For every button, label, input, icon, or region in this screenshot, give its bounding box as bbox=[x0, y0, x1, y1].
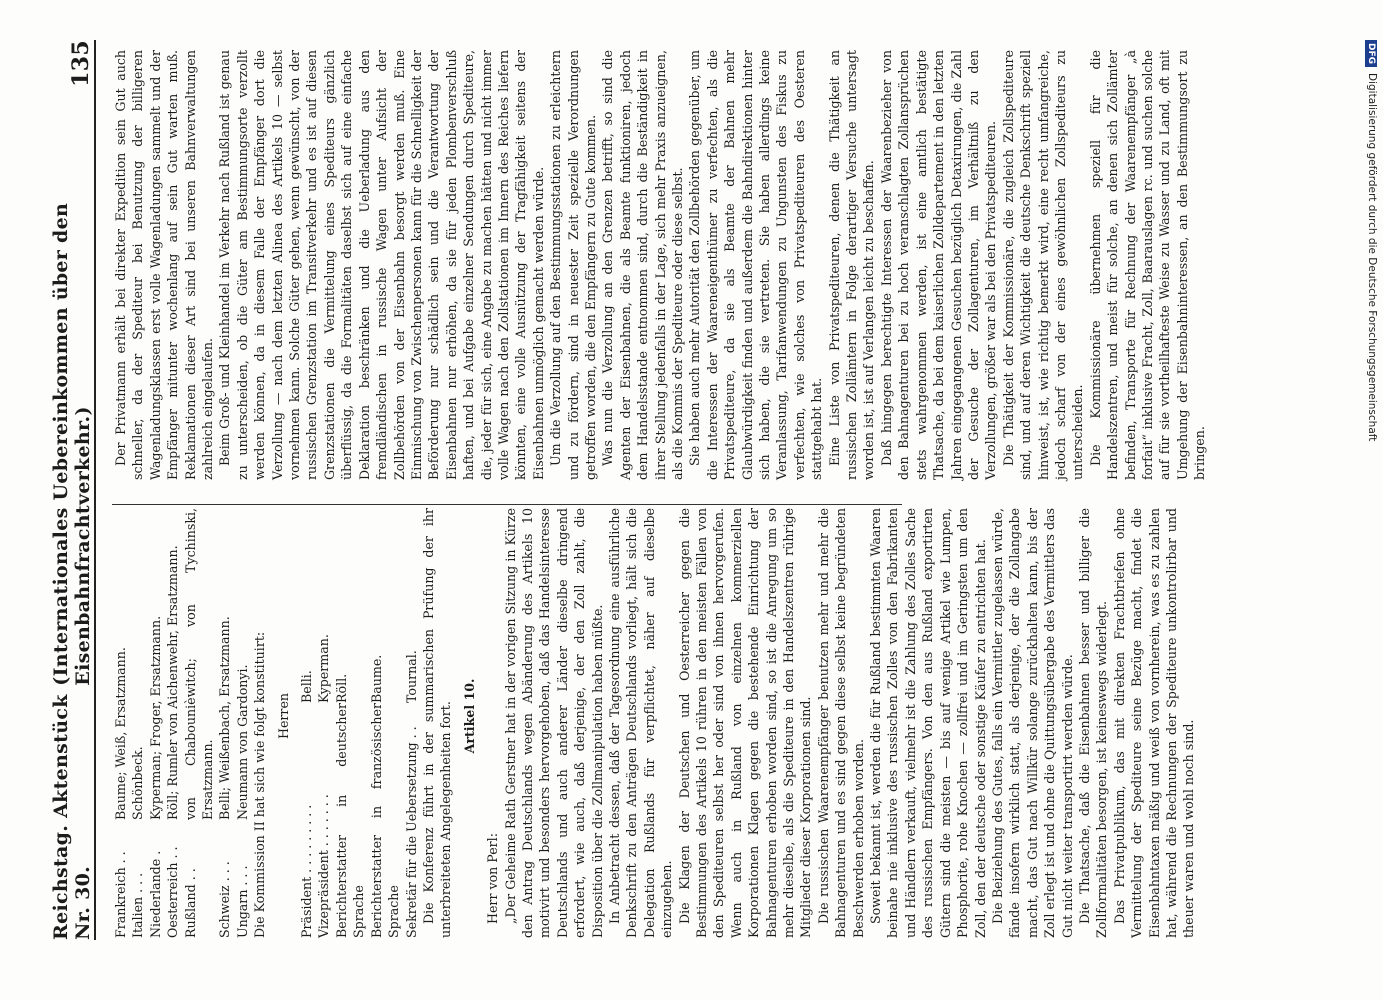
delegate-row bbox=[182, 508, 217, 938]
officer-row bbox=[333, 508, 368, 938]
paragraph: Um die Verzollung auf den Bestimmungsstationen zu erleichtern und zu fördern, sind in neuester Zeit spezielle Verordnungen getroffen worden, die den Empfängern zu Gute kommen. bbox=[548, 50, 598, 480]
officer-role: Präsident . . . . . . . . . bbox=[299, 804, 315, 938]
column-divider bbox=[112, 504, 902, 505]
delegate-names: Schönbeck. bbox=[130, 746, 146, 820]
officer-row bbox=[298, 508, 315, 938]
delegate-country: Rußland . . bbox=[182, 868, 198, 938]
paragraph: Die Konferenz führt in der summarischen Prüfung der ihr unterbreiteten Angelegenheiten fort. bbox=[420, 508, 454, 938]
paragraph: Sie haben auch mehr Autorität den Zollbehörden gegenüber, um die Interessen der Waareneigenthümer zu verfechten, als die Privatspediteure, da sie als Beamte der Bahnen mehr Glaubwürdigkeit finden und außerdem die Bahndirektionen hinter sich haben, die sie vertreten. Sie haben allerdings keine Veranlassung, Tarifanwendungen zu Ungunsten des Fiskus zu verfechten, wie solches von Privatspediteuren des Oesteren stattgehabt hat. bbox=[687, 50, 825, 480]
officer-name: Kyperman. bbox=[316, 634, 332, 703]
delegate-row bbox=[129, 508, 146, 938]
delegate-names: Baume; Weiß, Ersatzmann. bbox=[113, 647, 128, 820]
article-heading: Artikel 10. bbox=[461, 678, 477, 754]
paragraph: Soweit bekannt ist, werden die für Rußland bestimmten Waaren beinahe nie inklusive des russischen Zolles von den Fabrikanten und Händlern verkauft, vielmehr ist die Zahlung des Zolles Sache des russischen Empfängers. Von den aus Rußland exportirten Gütern sind die meisten — bis auf wenige Artikel wie Lumpen, Phosphorite, rohe Knochen — zollfrei und im Geringsten um den Zoll, den der deutsche oder sonstige Käufer zu entrichten hat. bbox=[868, 508, 988, 938]
paragraph: Das Privatpublikum, das mit direkten Frachtbriefen ohne Vermittelung der Spediteure seine Bezüge macht, findet die Eisenbahntaxen mäßig und weiß von vornherein, was es zu zahlen hat, während die Rechnungen der Spediteure unkontrolirbar und theuer waren und wohl noch sind. bbox=[1111, 508, 1197, 938]
officer-name: Tournal. bbox=[403, 650, 419, 703]
delegate-country: Niederlande . bbox=[147, 850, 163, 938]
paragraph: Die Kommissionäre übernehmen speziell für die Handelszentren, und meist für solche, an denen sich Zollämter befinden, Transporte für Rechnung der Waarenempfänger „à forfait“ inklusive Fracht, Zoll, Baarauslagen rc. und suchen solche auf für sie vortheilhafteste Weise zu Wasser und zu Land, oft mit Umgehung der Eisenbahninteressen, an den Bestimmungsort zu bringen. bbox=[1087, 50, 1208, 480]
left-column bbox=[112, 508, 1198, 938]
paragraph: Daß hingegen berechtigte Interessen der Waarenbezieher von den Bahnagenturen bei zu hoch veranschlagten Zollansprüchen stets wahrgenommen werden, ist eine amtlich bestätigte Thatsache, da bei dem kaiserlichen Zolldepartement in den letzten Jahren eingegangenen Gesuchen bezüglich Detaxirungen, die Zahl der Gesuche der Zollagenturen, im Verhältniß zu den Verzollungen, größer war als bei den Privatspediteuren. bbox=[878, 50, 999, 480]
paragraph: Eine Liste von Privatspediteuren, denen die Thätigkeit an russischen Zollämtern in Folge derartiger Versuche untersagt worden ist, ist auf Verlangen leicht zu beschaffen. bbox=[826, 50, 877, 480]
delegate-names: von Chabounièwitch; von Tychinski, Ersatzmann. bbox=[182, 508, 216, 820]
speaker: Herr von Perl: bbox=[485, 833, 501, 924]
delegate-country: Ungarn . . . bbox=[234, 865, 250, 938]
right-column bbox=[112, 50, 1209, 480]
paragraph: Die Beiziehung des Gutes, falls ein Vermittler zugelassen würde, fände insofern wirklich statt, als derjenige, der die Zollangabe macht, das Gut nach Willkür solange zurückhalten kann, bis der Zoll erlegt ist und ohne die Quittungsübergabe des Vermittlers das Gut nicht weiter transportirt werden würde. bbox=[989, 508, 1075, 938]
margin-credit bbox=[1366, 40, 1378, 1000]
officer-name: Röll. bbox=[333, 673, 349, 703]
officer-row bbox=[315, 508, 332, 938]
officer-row bbox=[368, 508, 403, 938]
delegate-names: Kyperman; Froger, Ersatzmann. bbox=[147, 615, 163, 820]
paragraph: Die Thatsache, daß die Eisenbahnen besser und billiger die Zollformalitäten besorgen, ist keineswegs widerlegt. bbox=[1076, 508, 1110, 938]
paragraph: Beim Groß- und Kleinhandel im Verkehr nach Rußland ist genau zu unterscheiden, ob die Güter am Bestimmungsorte verzollt werden können, da in diesem Falle der Empfänger dort die Verzollung — nach dem letzten Alinea des Artikels 10 — selbst vornehmen kann. Solche Güter gehen, wenn gewünscht, von der russischen Grenzstation im Transitverkehr und es ist auf diesen Grenzstationen die Vermittelung eines Spediteurs gänzlich überflüssig, da die Formalitäten daselbst sich auf eine einfache Deklaration beschränken und die Ueberladung aus den fremdländischen in russische Wagen unter Aufsicht der Zollbehörden von der Eisenbahn besorgt werden muß. Eine Einmischung von Zwischenpersonen kann für die Schnelligkeit der Beförderung nur schädlich sein und die Verantwortung der Eisenbahnen nur erhöhen, da sie für jeden Plombenverschluß haften, und bei Aufgabe einzelner Sendungen durch Spediteure, die, jeder für sich, eine Angabe zu machen hätten und nicht immer volle Wagen nach den Zollstationen im Innern des Reiches liefern könnten, eine volle Ausnützung der Tragfähigkeit seitens der Eisenbahnen unmöglich gemacht werden würde. bbox=[217, 50, 546, 480]
officer-row bbox=[403, 508, 420, 938]
officer-list bbox=[298, 508, 420, 938]
delegate-names: Belli; Weißenbach, Ersatzmann. bbox=[217, 616, 233, 820]
paragraph: Der Privatmann erhält bei direkter Expedition sein Gut auch schneller, da der Spediteur bei Benutzung der billigeren Wagenladungsklassen erst volle Wagenladungen sammelt und der Empfänger mitunter wochenlang auf sein Gut warten muß. Reklamationen dieser Art sind bei unseren Bahnverwaltungen zahlreich eingelaufen. bbox=[113, 50, 216, 480]
header-title: Reichstag. Aktenstück Nr. 30. bbox=[50, 694, 94, 940]
paragraph: Die russischen Waarenempfänger benutzen mehr und mehr die Bahnagenturen und es sind gegen diese selbst keine begründeten Beschwerden erhoben worden. bbox=[815, 508, 866, 938]
delegate-row bbox=[234, 508, 251, 938]
officer-role: Berichterstatter in deutscher Sprache bbox=[333, 703, 367, 938]
herren-label: Herren bbox=[275, 692, 291, 740]
officer-role: Vizepräsident . . . . . . . bbox=[316, 794, 332, 938]
delegate-names: Neumann von Gardonyi. bbox=[234, 664, 250, 820]
paragraph: Die Thätigkeit der Kommissionäre, die zugleich Zollspediteure sind, und auf deren Wichtigkeit die deutsche Denkschrift speziell hinweist, ist, wie richtig bemerkt wird, eine recht umfangreiche, jedoch scharf von der eines gewöhnlichen Zollspediteurs zu unterscheiden. bbox=[1000, 50, 1086, 480]
paragraph: „Der Geheime Rath Gerstner hat in der vorigen Sitzung in Kürze den Antrag Deutschlands wegen Abänderung des Artikels 10 motivirt und besonders hervorgehoben, daß das Handelsinteresse Deutschlands und auch anderer Länder dieselbe dringend erfordert, wie auch, daß derjenige, der den Zoll zahlt, die Disposition über die Zollmanipulation haben müßte. bbox=[502, 508, 605, 938]
commission-constituted: Die Kommission II hat sich wie folgt konstituirt: bbox=[252, 631, 268, 938]
header-subtitle: (Internationales Uebereinkommen über den Eisenbahnfrachtverkehr.) bbox=[50, 202, 94, 686]
paragraph: Die Klagen der Deutschen und Oesterreicher gegen die Bestimmungen des Artikels 10 rühren in den meisten Fällen von den Spediteuren selbst her oder sind von ihnen hervorgerufen. Wenn auch in Rußland von einzelnen kommerziellen Korporationen Klagen gegen die bestehende Einrichtung der Bahnagenturen erhoben worden sind, so ist die Anregung um so mehr dieselbe, als die Spediteure in den Handelszentren rührige Mitglieder dieser Korporationen sind. bbox=[676, 508, 814, 938]
officer-role: Berichterstatter in französischer Sprache bbox=[368, 703, 402, 938]
paragraph: In Anbetracht dessen, daß der Tagesordnung eine ausführliche Denkschrift zu den Anträgen Deutschlands vorliegt, hält sich die Delegation Rußlands für verpflichtet, näher auf dieselbe einzugehen. bbox=[606, 508, 675, 938]
delegate-row bbox=[164, 508, 181, 938]
delegate-list bbox=[112, 508, 251, 938]
officer-name: Baume. bbox=[368, 654, 384, 703]
delegate-row bbox=[216, 508, 233, 938]
officer-name: Belli. bbox=[299, 670, 315, 703]
delegate-country: Schweiz . . . bbox=[217, 861, 233, 938]
page-header bbox=[50, 40, 96, 940]
delegate-country: Frankreich . . bbox=[113, 851, 128, 938]
officer-role: Sekretär für die Uebersetzung . . bbox=[403, 726, 419, 938]
paragraph: Was nun die Verzollung an den Grenzen betrifft, so sind die Agenten der Eisenbahnen, die als Beamte funktioniren, jedoch dem Handelsstande entnommen sind, durch die Beständigkeit in ihrer Stellung jedenfalls in der Lage, sich mehr Praxis anzueignen, als die Kommis der Spediteure oder diese selbst. bbox=[600, 50, 685, 480]
credit-text: Digitalisierung gefördert durch die Deutsche Forschungsgemeinschaft bbox=[1366, 73, 1378, 442]
page-number: 135 bbox=[68, 40, 94, 87]
delegate-row bbox=[112, 508, 129, 938]
delegate-row bbox=[147, 508, 164, 938]
delegate-country: Oesterreich . . bbox=[165, 846, 181, 938]
delegate-names: Röll; Rumler von Aichenwehr, Ersatzmann. bbox=[165, 545, 181, 820]
delegate-country: Italien . . . bbox=[130, 872, 146, 938]
dfg-logo: DFG bbox=[1365, 40, 1377, 67]
